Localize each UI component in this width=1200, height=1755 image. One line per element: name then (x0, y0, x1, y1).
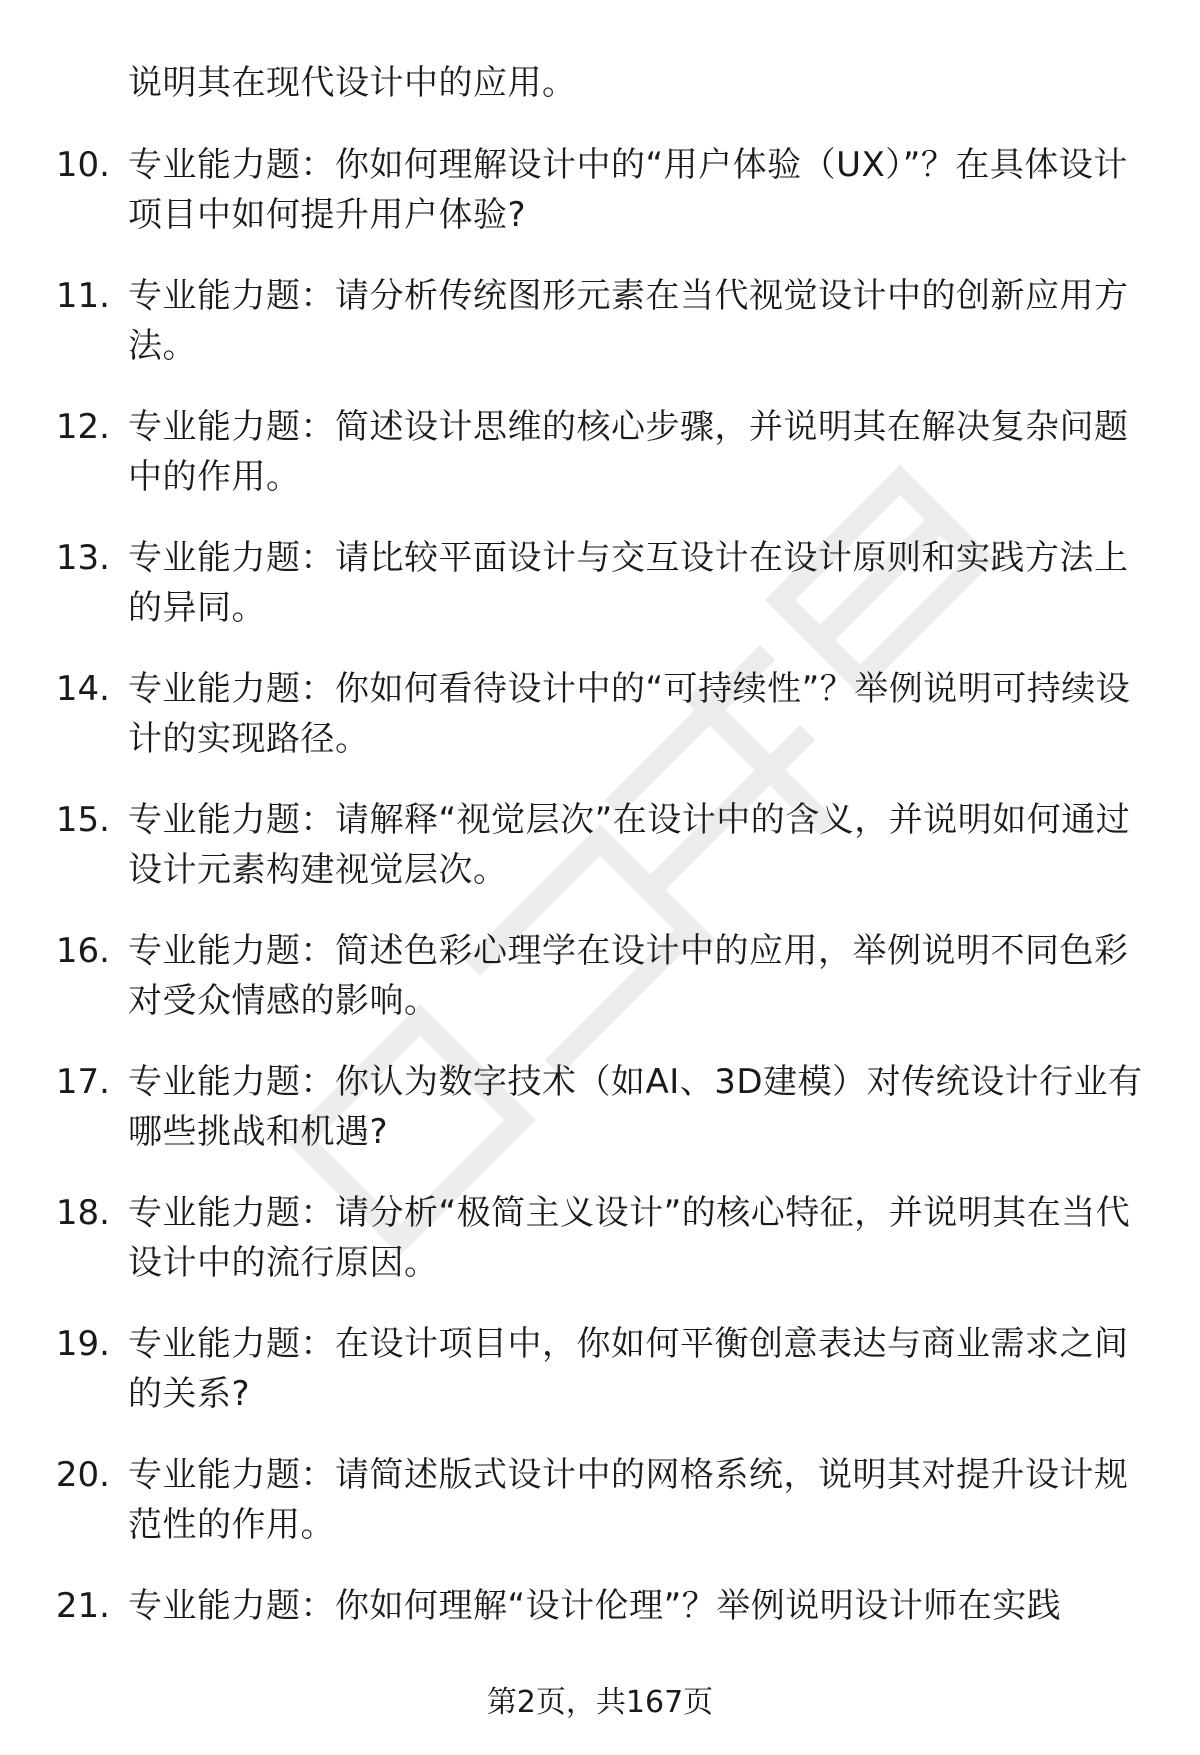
question-item (0, 1057, 1200, 1188)
continued-question-text: 说明其在现代设计中的应用。 (128, 63, 577, 103)
question-item (0, 664, 1200, 795)
question-number: 20. (55, 1455, 110, 1495)
question-item (0, 1188, 1200, 1319)
question-text: 专业能力题：你如何理解“设计伦理”？举例说明设计师在实践 (128, 1586, 1062, 1626)
question-text: 专业能力题：请简述版式设计中的网格系统，说明其对提升设计规范性的作用。 (128, 1455, 1129, 1545)
question-item (0, 1450, 1200, 1581)
question-item (0, 795, 1200, 926)
question-item (0, 1319, 1200, 1450)
question-number: 18. (55, 1193, 110, 1233)
question-number: 10. (55, 145, 110, 185)
question-number: 16. (55, 931, 110, 971)
question-text: 专业能力题：你如何理解设计中的“用户体验（UX）”？在具体设计项目中如何提升用户体验? (128, 145, 1128, 235)
question-number: 14. (55, 669, 110, 709)
question-number: 21. (55, 1586, 110, 1626)
question-item (0, 926, 1200, 1057)
question-number: 13. (55, 538, 110, 578)
question-text: 专业能力题：请比较平面设计与交互设计在设计原则和实践方法上的异同。 (128, 538, 1129, 628)
question-item (0, 140, 1200, 271)
question-text: 专业能力题：请解释“视觉层次”在设计中的含义，并说明如何通过设计元素构建视觉层次。 (128, 800, 1131, 890)
question-number: 12. (55, 407, 110, 447)
question-text: 专业能力题：在设计项目中，你如何平衡创意表达与商业需求之间的关系? (128, 1324, 1129, 1414)
question-item (0, 271, 1200, 402)
question-number: 11. (55, 276, 110, 316)
question-text: 专业能力题：你认为数字技术（如AI、3D建模）对传统设计行业有哪些挑战和机遇? (128, 1062, 1143, 1152)
question-list (0, 140, 1200, 1712)
question-item (0, 533, 1200, 664)
question-number: 15. (55, 800, 110, 840)
question-text: 专业能力题：你如何看待设计中的“可持续性”？举例说明可持续设计的实现路径。 (128, 669, 1131, 759)
question-number: 17. (55, 1062, 110, 1102)
question-text: 专业能力题：简述色彩心理学在设计中的应用，举例说明不同色彩对受众情感的影响。 (128, 931, 1129, 1021)
question-text: 专业能力题：请分析“极简主义设计”的核心特征，并说明其在当代设计中的流行原因。 (128, 1193, 1131, 1283)
question-text: 专业能力题：简述设计思维的核心步骤，并说明其在解决复杂问题中的作用。 (128, 407, 1129, 497)
page-footer: 第2页，共167页 (486, 1685, 714, 1720)
question-text: 专业能力题：请分析传统图形元素在当代视觉设计中的创新应用方法。 (128, 276, 1129, 366)
question-item (0, 402, 1200, 533)
question-number: 19. (55, 1324, 110, 1364)
